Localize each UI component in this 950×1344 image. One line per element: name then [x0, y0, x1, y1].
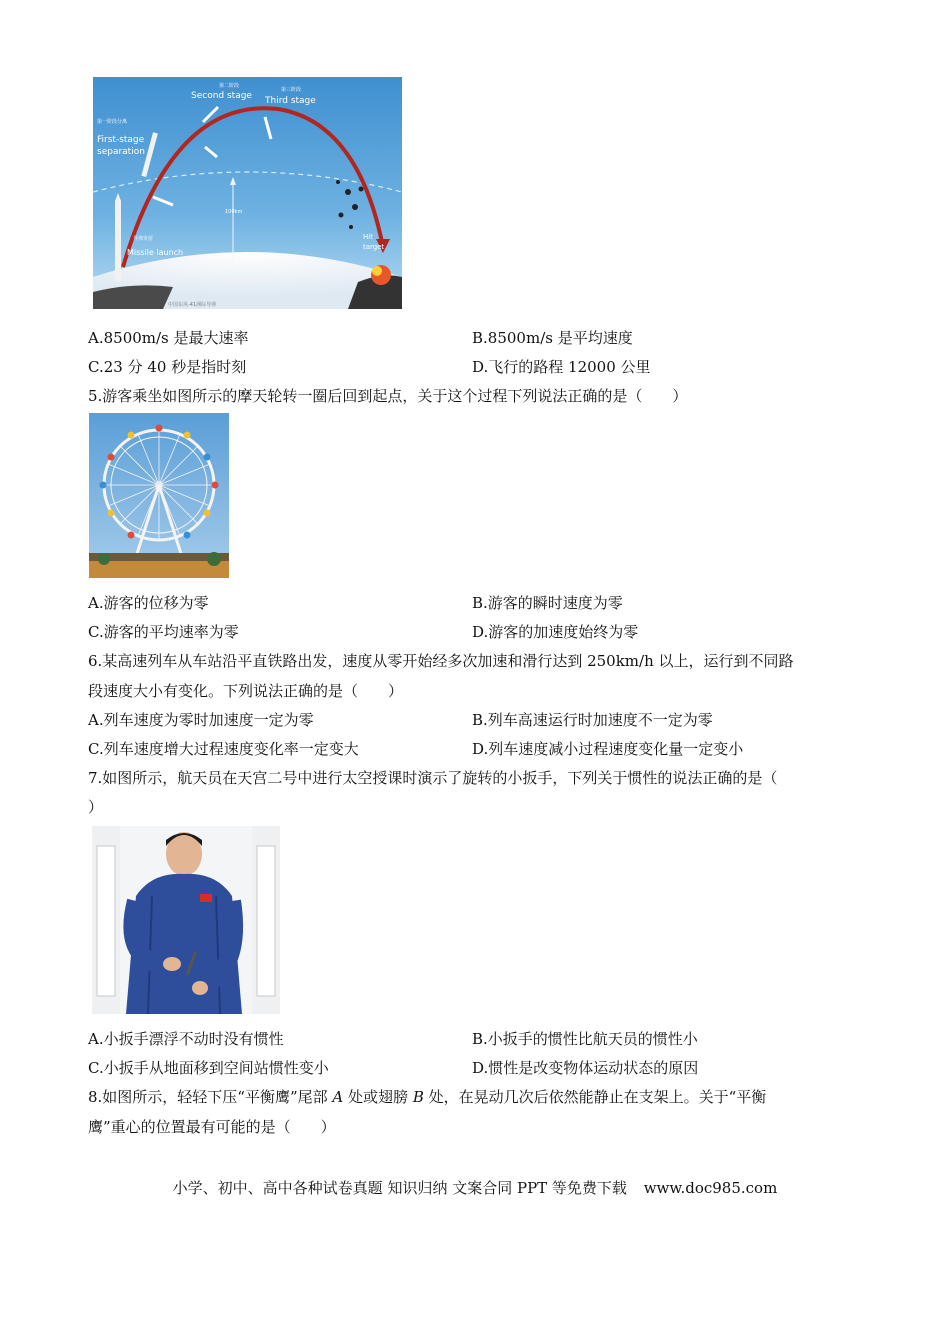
q8-stem-part3: 处，在晃动几次后依然能静止在支架上。关于“平衡 — [423, 1088, 767, 1106]
q4-option-d: D.飞行的路程 12000 公里 — [472, 358, 651, 376]
page-footer — [0, 1177, 950, 1198]
footer-url[interactable]: www.doc985.com — [643, 1179, 778, 1197]
point-b-label: B — [412, 1088, 424, 1106]
point-a-label: A — [332, 1088, 344, 1106]
q7-option-d: D.惯性是改变物体运动状态的原因 — [472, 1059, 699, 1077]
q6-stem-line1: 6.某高速列车从车站沿平直铁路出发，速度从零开始经多次加速和滑行达到 250km/h 以上，运行到不同路 — [88, 652, 794, 670]
q5-option-d: D.游客的加速度始终为零 — [472, 623, 639, 641]
q5-stem: 5.游客乘坐如图所示的摩天轮转一圈后回到起点，关于这个过程下列说法正确的是（ ） — [88, 387, 688, 405]
q7-option-b: B.小扳手的惯性比航天员的惯性小 — [472, 1030, 698, 1048]
q4-option-a: A.8500m/s 是最大速率 — [88, 329, 249, 347]
q5-option-a: A.游客的位移为零 — [88, 594, 209, 612]
first-stage-label: First-stage — [97, 135, 145, 145]
q7-option-c: C.小扳手从地面移到空间站惯性变小 — [88, 1059, 329, 1077]
q7-stem-line1: 7.如图所示，航天员在天宫二号中进行太空授课时演示了旋转的小扳手，下列关于惯性的说法正确的是（ — [88, 769, 778, 787]
first-stage-cn-label: 第一阶段分离 — [97, 119, 128, 125]
q5-option-b: B.游客的瞬时速度为零 — [472, 594, 623, 612]
third-stage-label: Third stage — [265, 96, 316, 106]
q8-stem-part2: 处或翅膀 — [343, 1088, 413, 1106]
second-stage-cn-label: 第二阶段 — [219, 83, 240, 89]
q8-stem-line1 — [88, 1087, 766, 1107]
third-stage-cn-label: 第三阶段 — [281, 87, 302, 93]
astronaut-photo — [92, 826, 280, 1014]
hit-label: Hit — [363, 233, 373, 241]
separation-label: separation — [97, 147, 145, 157]
rocket-trajectory-figure — [93, 77, 402, 309]
ferris-wheel-photo — [89, 413, 229, 578]
credit-label: 中国东风-41洲际导弹 — [168, 302, 217, 308]
q6-option-a: A.列车速度为零时加速度一定为零 — [88, 711, 314, 729]
target-label: target — [363, 243, 385, 251]
rocket-trajectory-illustration — [93, 77, 402, 309]
q6-stem-line2: 段速度大小有变化。下列说法正确的是（ ） — [88, 682, 404, 700]
height-label: 100km — [225, 209, 243, 215]
q5-option-c: C.游客的平均速率为零 — [88, 623, 239, 641]
q6-option-b: B.列车高速运行时加速度不一定为零 — [472, 711, 713, 729]
footer-text: 小学、初中、高中各种试卷真题 知识归纳 文案合同 PPT 等免费下载 — [172, 1179, 627, 1197]
second-stage-label: Second stage — [191, 91, 252, 101]
ferris-wheel-illustration — [89, 413, 229, 578]
q7-stem-line2: ） — [88, 798, 104, 816]
missile-launch-label: Missile launch — [127, 248, 184, 257]
astronaut-illustration — [92, 826, 280, 1014]
q4-option-c: C.23 分 40 秒是指时刻 — [88, 358, 247, 376]
q6-option-c: C.列车速度增大过程速度变化率一定变大 — [88, 740, 359, 758]
q4-option-b: B.8500m/s 是平均速度 — [472, 329, 633, 347]
q7-option-a: A.小扳手漂浮不动时没有惯性 — [88, 1030, 284, 1048]
q6-option-d: D.列车速度减小过程速度变化量一定变小 — [472, 740, 744, 758]
missile-launch-cn-label: 导弹发射 — [133, 236, 154, 242]
q8-stem-line2: 鹰”重心的位置最有可能的是（ ） — [88, 1118, 336, 1136]
q8-stem-part1: 8.如图所示，轻轻下压“平衡鹰”尾部 — [88, 1088, 333, 1106]
